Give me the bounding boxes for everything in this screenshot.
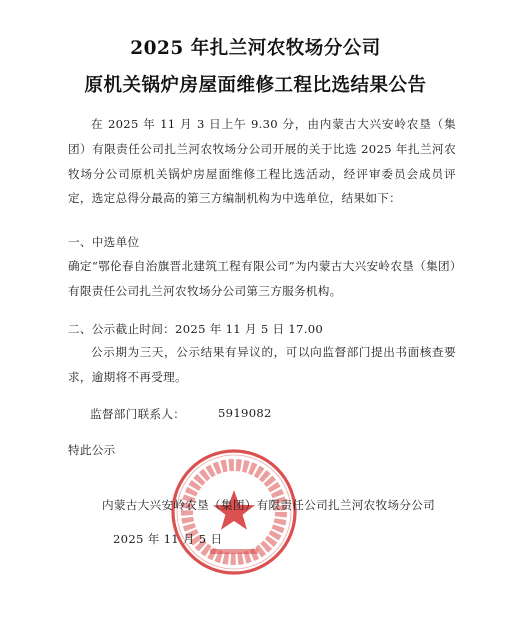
document-title-line2: 原机关锅炉房屋面维修工程比选结果公告 [84, 75, 427, 96]
section1-heading: 一、中选单位 [68, 235, 140, 249]
contact-label: 监督部门联系人： [90, 407, 186, 421]
document-title-line1: 2025 年扎兰河农牧场分公司 [130, 38, 381, 59]
signature-date: 2025 年 11 月 5 日 [113, 532, 223, 546]
signature-organization: 内蒙古大兴安岭农垦（集团）有限责任公司扎兰河农牧场分公司 [102, 498, 436, 512]
contact-phone: 5919082 [218, 406, 272, 420]
section2-heading: 二、公示截止时间：2025 年 11 月 5 日 17.00 [68, 322, 324, 336]
intro-paragraph: 在 2025 年 11 月 3 日上午 9.30 分，由内蒙古大兴安岭农垦（集团）有限责任公司扎兰河农牧场分公司开展的关于比选 2025 年扎兰河农牧场分公司原机关锅炉房屋面维修工程比选活动，经评审委员会成员评定，选定总得分最高的第三方编制机构为中选单位，结果如下： [68, 117, 456, 206]
special-notice: 特此公示 [68, 443, 116, 457]
section1-body: 确定“鄂伦春自治旗晋北建筑工程有限公司”为内蒙古大兴安岭农垦（集团）有限责任公司扎兰河农牧场分公司第三方服务机构。 [68, 259, 456, 298]
notice-paragraph: 公示期为三天，公示结果有异议的，可以向监督部门提出书面核查要求，逾期将不再受理。 [68, 345, 456, 384]
